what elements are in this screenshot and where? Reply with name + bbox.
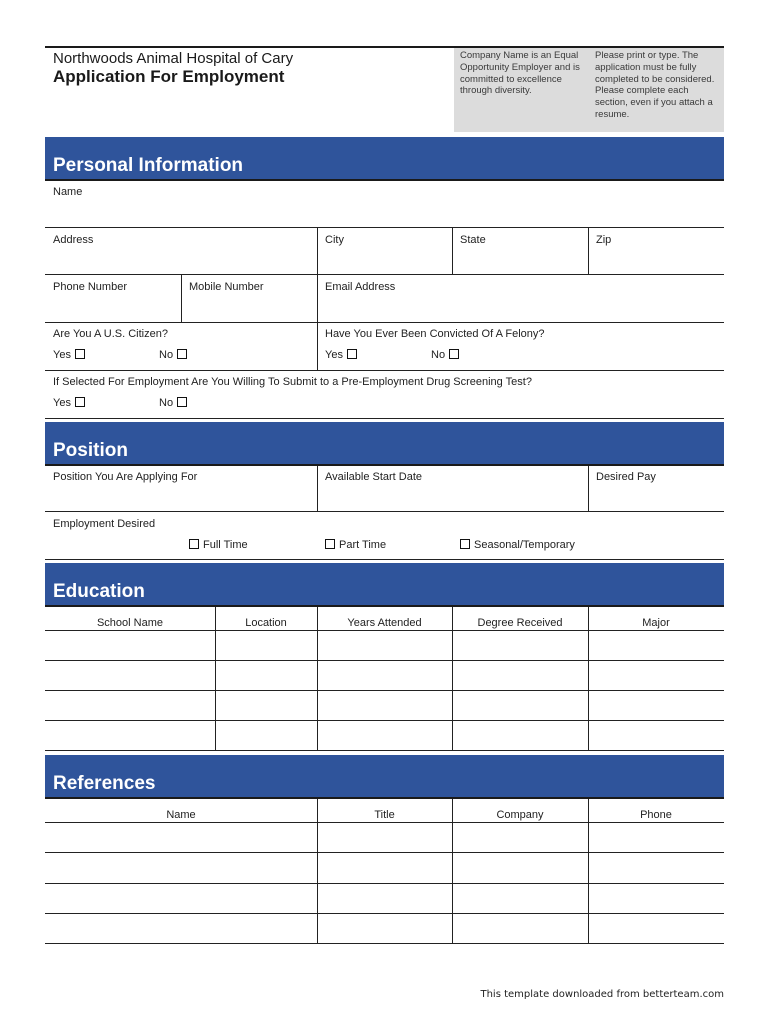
- checkbox[interactable]: [325, 539, 335, 549]
- column-header: Degree Received: [477, 617, 563, 629]
- zip-label: Zip: [596, 234, 612, 246]
- column-header: Name: [166, 809, 196, 821]
- column-header: Location: [245, 617, 287, 629]
- option-label: No: [159, 397, 174, 409]
- drug-yes-option[interactable]: [53, 397, 85, 409]
- mobile-label: Mobile Number: [189, 281, 264, 293]
- divider: [45, 274, 724, 275]
- section-position: [45, 422, 724, 464]
- checkbox[interactable]: [75, 349, 85, 359]
- column-header: Title: [374, 809, 395, 821]
- citizen-no-option[interactable]: [159, 349, 187, 361]
- table-column-divider: [215, 607, 216, 751]
- checkbox[interactable]: [177, 397, 187, 407]
- section-title: Position: [53, 440, 128, 461]
- option-label: Yes: [53, 349, 71, 361]
- form-title: Application For Employment: [53, 67, 285, 86]
- table-row-divider: [45, 660, 724, 661]
- divider: [45, 227, 724, 228]
- notice-box: [454, 48, 724, 132]
- table-row-divider: [45, 822, 724, 823]
- option-label: Full Time: [203, 539, 248, 551]
- divider: [45, 418, 724, 419]
- name-label: Name: [53, 186, 83, 198]
- divider: [317, 274, 318, 322]
- city-label: City: [325, 234, 344, 246]
- table-row-divider: [45, 883, 724, 884]
- employment-desired-label: Employment Desired: [53, 518, 156, 530]
- drug-no-option[interactable]: [159, 397, 187, 409]
- section-references: [45, 755, 724, 797]
- divider: [317, 322, 318, 370]
- divider: [588, 466, 589, 512]
- position-applying-label: Position You Are Applying For: [53, 471, 198, 483]
- divider: [45, 322, 724, 323]
- column-header: Phone: [640, 809, 672, 821]
- eeo-notice: Company Name is an Equal Opportunity Employer and is committed to excellence through diversity.: [460, 50, 580, 97]
- divider: [588, 227, 589, 275]
- table-row-divider: [45, 630, 724, 631]
- state-label: State: [460, 234, 486, 246]
- seasonal-option[interactable]: [460, 539, 575, 551]
- citizen-question: Are You A U.S. Citizen?: [53, 328, 168, 340]
- table-column-divider: [317, 607, 318, 751]
- footer-credit: This template downloaded from betterteam.com: [480, 989, 724, 1000]
- column-header: School Name: [96, 617, 164, 629]
- section-title: Personal Information: [53, 155, 244, 176]
- table-row-divider: [45, 750, 724, 751]
- checkbox[interactable]: [460, 539, 470, 549]
- table-row-divider: [45, 913, 724, 914]
- felony-no-option[interactable]: [431, 349, 459, 361]
- felony-question: Have You Ever Been Convicted Of A Felony?: [325, 328, 545, 340]
- column-header: Major: [642, 617, 670, 629]
- part-time-option[interactable]: [325, 539, 386, 551]
- option-label: Seasonal/Temporary: [474, 539, 575, 551]
- email-label: Email Address: [325, 281, 396, 293]
- divider: [45, 559, 724, 560]
- divider: [317, 466, 318, 512]
- option-label: No: [431, 349, 446, 361]
- section-personal-information: [45, 137, 724, 179]
- option-label: Yes: [325, 349, 343, 361]
- table-column-divider: [588, 799, 589, 944]
- divider: [45, 511, 724, 512]
- column-header: Years Attended: [347, 617, 422, 629]
- divider: [452, 227, 453, 275]
- section-education: [45, 563, 724, 605]
- instructions-notice: Please print or type. The application must be fully completed to be considered. Please complete each section, even if you attach a resume.: [595, 50, 715, 120]
- table-row-divider: [45, 690, 724, 691]
- section-title: References: [53, 773, 156, 794]
- divider: [181, 274, 182, 322]
- table-column-divider: [452, 799, 453, 944]
- table-row-divider: [45, 720, 724, 721]
- checkbox[interactable]: [177, 349, 187, 359]
- column-header: Company: [496, 809, 544, 821]
- option-label: Part Time: [339, 539, 387, 551]
- table-column-divider: [317, 799, 318, 944]
- phone-label: Phone Number: [53, 281, 127, 293]
- citizen-yes-option[interactable]: [53, 349, 85, 361]
- desired-pay-label: Desired Pay: [596, 471, 656, 483]
- felony-yes-option[interactable]: [325, 349, 357, 361]
- option-label: No: [159, 349, 174, 361]
- drug-test-question: If Selected For Employment Are You Willing To Submit to a Pre-Employment Drug Screening Test?: [53, 376, 532, 388]
- table-column-divider: [588, 607, 589, 751]
- section-title: Education: [53, 581, 145, 602]
- checkbox[interactable]: [347, 349, 357, 359]
- table-row-divider: [45, 852, 724, 853]
- checkbox[interactable]: [449, 349, 459, 359]
- company-name: Northwoods Animal Hospital of Cary: [53, 50, 294, 67]
- option-label: Yes: [53, 397, 71, 409]
- divider: [317, 227, 318, 275]
- table-column-divider: [452, 607, 453, 751]
- start-date-label: Available Start Date: [325, 471, 423, 483]
- full-time-option[interactable]: [189, 539, 248, 551]
- checkbox[interactable]: [75, 397, 85, 407]
- address-label: Address: [53, 234, 94, 246]
- table-row-divider: [45, 943, 724, 944]
- divider: [45, 370, 724, 371]
- checkbox[interactable]: [189, 539, 199, 549]
